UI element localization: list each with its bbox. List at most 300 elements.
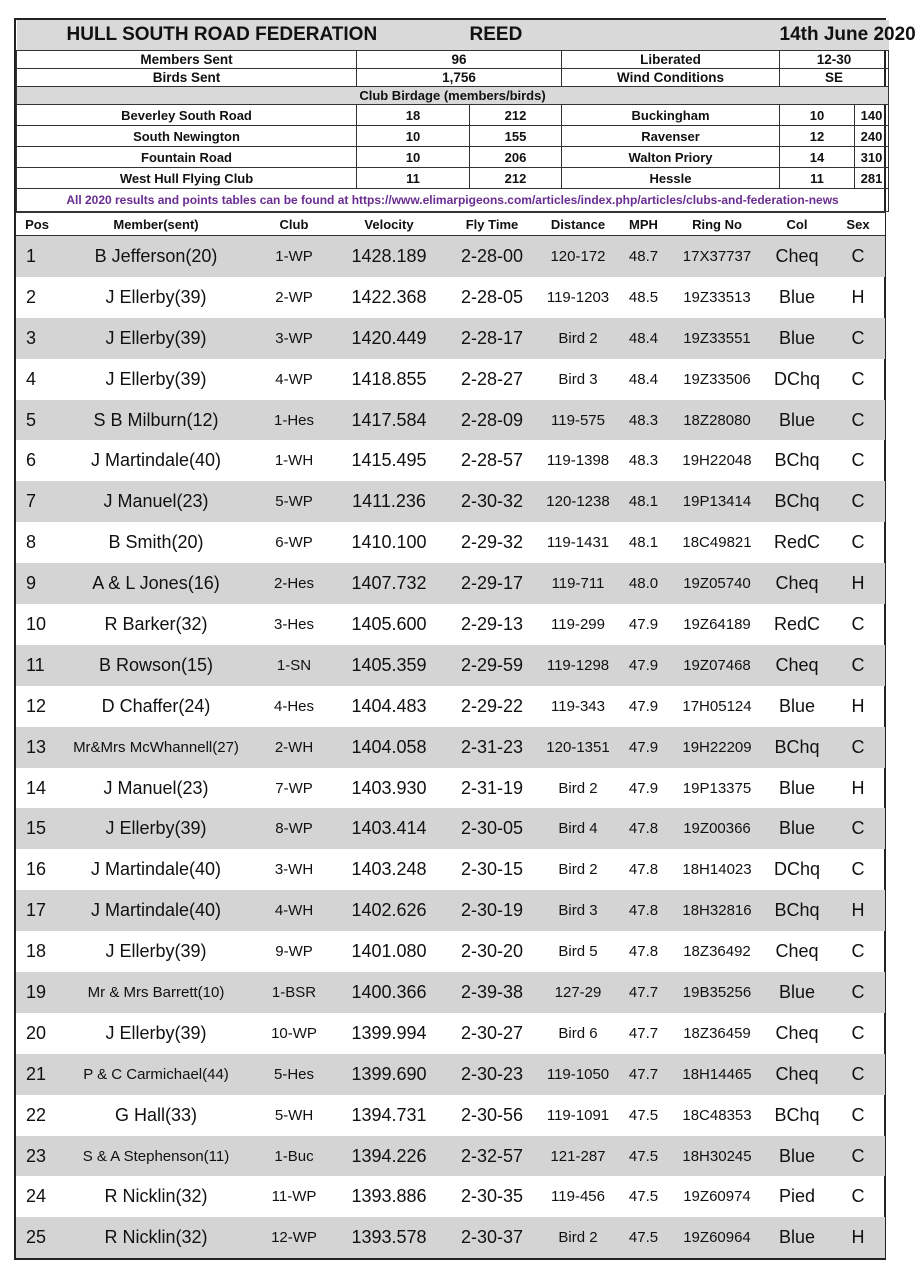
- column-header: MPH: [616, 213, 671, 236]
- pos-cell: 19: [16, 972, 58, 1013]
- colour-cell: Cheq: [775, 1022, 819, 1043]
- sex-cell: C: [851, 613, 865, 634]
- velocity-cell: 1420.449: [334, 318, 444, 359]
- sex-cell: C: [851, 1104, 865, 1125]
- velocity-cell: 1394.731: [351, 1104, 427, 1125]
- sex-cell: C: [851, 859, 865, 880]
- velocity-cell: 1407.732: [334, 563, 444, 604]
- colour-cell: Pied: [778, 1186, 816, 1207]
- mph-cell: 47.9: [616, 727, 671, 768]
- colour-cell: Cheq: [775, 941, 819, 962]
- velocity-cell: 1405.359: [334, 645, 444, 686]
- member-cell: S & A Stephenson(11): [58, 1136, 254, 1177]
- distance-cell: 121-287: [540, 1136, 616, 1177]
- member-cell: A & L Jones(16): [58, 563, 254, 604]
- race-header: [16, 20, 916, 212]
- table-row: [16, 1176, 885, 1217]
- table-row: [16, 1054, 885, 1095]
- club-members: 14: [780, 147, 855, 168]
- table-row: [16, 481, 885, 522]
- member-cell: J Ellerby(39): [58, 318, 254, 359]
- distance-cell: Bird 2: [558, 861, 598, 879]
- mph-cell: 47.7: [628, 1024, 659, 1042]
- colour-cell: Blue: [778, 777, 816, 798]
- ring-cell: 18H14465: [671, 1054, 763, 1095]
- table-row: [16, 727, 885, 768]
- distance-cell: Bird 2: [540, 318, 616, 359]
- table-row: [16, 890, 885, 931]
- sex-cell: C: [831, 645, 885, 686]
- table-row: [16, 1217, 885, 1258]
- club-cell: 10-WP: [271, 1024, 317, 1042]
- club-members: 11: [780, 168, 855, 189]
- members-sent-label: Members Sent: [17, 51, 357, 69]
- flytime-cell: 2-29-13: [460, 613, 524, 634]
- liberated-value: 12-30: [780, 51, 889, 69]
- flytime-cell: 2-30-20: [460, 941, 524, 962]
- colour-cell: DChq: [773, 859, 821, 880]
- velocity-cell: 1404.058: [334, 727, 444, 768]
- ring-cell: 18C49821: [682, 534, 752, 552]
- member-cell: J Manuel(23): [103, 777, 209, 798]
- member-cell: B Jefferson(20): [58, 236, 254, 277]
- column-header: Pos: [16, 213, 58, 236]
- column-header: Member(sent): [58, 213, 254, 236]
- member-cell: D Chaffer(24): [101, 695, 211, 716]
- velocity-cell: 1403.248: [351, 859, 427, 880]
- velocity-cell: 1410.100: [351, 532, 427, 553]
- flytime-cell: 2-30-19: [444, 890, 540, 931]
- flytime-cell: 2-28-57: [460, 450, 524, 471]
- distance-cell: 119-711: [540, 563, 616, 604]
- ring-cell: 19Z33506: [683, 370, 751, 388]
- members-row: [17, 51, 889, 69]
- club-cell: 4-WP: [275, 370, 313, 388]
- liberated-label: Liberated: [562, 51, 780, 69]
- club-cell: 2-Hes: [254, 563, 334, 604]
- ring-cell: 18H30245: [671, 1136, 763, 1177]
- pos-cell: 5: [16, 400, 58, 441]
- mph-cell: 47.5: [628, 1188, 659, 1206]
- member-cell: R Nicklin(32): [104, 1186, 208, 1207]
- club-name: Hessle: [562, 168, 780, 189]
- birds-sent-value: 1,756: [357, 69, 562, 87]
- ring-cell: 18Z36492: [683, 943, 751, 961]
- flytime-cell: 2-30-23: [444, 1054, 540, 1095]
- club-cell: 4-WH: [254, 890, 334, 931]
- colour-cell: Blue: [763, 1217, 831, 1258]
- race-result-sheet: [14, 18, 916, 1260]
- mph-cell: 48.1: [616, 481, 671, 522]
- colour-cell: Blue: [763, 318, 831, 359]
- distance-cell: Bird 3: [540, 890, 616, 931]
- pos-cell: 6: [26, 450, 37, 471]
- ring-cell: 18Z28080: [671, 400, 763, 441]
- flytime-cell: 2-30-15: [460, 859, 524, 880]
- table-row: [16, 318, 885, 359]
- club-cell: 12-WP: [254, 1217, 334, 1258]
- distance-cell: 119-343: [551, 697, 605, 715]
- pos-cell: 13: [16, 727, 58, 768]
- club-name: South Newington: [17, 126, 357, 147]
- distance-cell: 119-1203: [546, 288, 610, 306]
- colour-cell: Blue: [778, 286, 816, 307]
- colour-cell: Blue: [763, 972, 831, 1013]
- club-cell: 4-Hes: [273, 697, 314, 715]
- flytime-cell: 2-30-32: [444, 481, 540, 522]
- club-name: West Hull Flying Club: [17, 168, 357, 189]
- velocity-cell: 1422.368: [351, 286, 427, 307]
- sex-cell: C: [831, 236, 885, 277]
- member-cell: Mr&Mrs McWhannell(27): [58, 727, 254, 768]
- flytime-cell: 2-30-37: [444, 1217, 540, 1258]
- distance-cell: 119-1398: [546, 452, 610, 470]
- ring-cell: 18Z36459: [683, 1024, 751, 1042]
- sex-cell: H: [831, 1217, 885, 1258]
- pos-cell: 10: [26, 613, 47, 634]
- velocity-cell: 1400.366: [334, 972, 444, 1013]
- sex-cell: C: [831, 727, 885, 768]
- club-cell: 1-SN: [254, 645, 334, 686]
- club-members: 10: [357, 147, 470, 168]
- table-row: [16, 1095, 885, 1136]
- club-name: Ravenser: [562, 126, 780, 147]
- member-cell: J Ellerby(39): [105, 941, 207, 962]
- column-header: Velocity: [334, 213, 444, 236]
- club-birds: 310: [855, 147, 889, 168]
- sex-cell: C: [831, 318, 885, 359]
- ring-cell: 19H22209: [671, 727, 763, 768]
- table-row: [16, 972, 885, 1013]
- club-birds: 212: [470, 168, 562, 189]
- colour-cell: RedC: [773, 532, 821, 553]
- pos-cell: 4: [26, 368, 37, 389]
- mph-cell: 47.5: [628, 1106, 659, 1124]
- distance-cell: 120-1351: [540, 727, 616, 768]
- ring-cell: 18H32816: [671, 890, 763, 931]
- colour-cell: RedC: [773, 613, 821, 634]
- sex-cell: C: [851, 1186, 865, 1207]
- colour-cell: Blue: [778, 695, 816, 716]
- table-row: [16, 359, 885, 400]
- flytime-cell: 2-28-09: [444, 400, 540, 441]
- table-row: [16, 849, 885, 890]
- mph-cell: 48.1: [628, 534, 659, 552]
- mph-cell: 47.9: [628, 697, 659, 715]
- wind-value: SE: [780, 69, 889, 87]
- pos-cell: 8: [26, 532, 37, 553]
- mph-cell: 48.4: [616, 318, 671, 359]
- pos-cell: 3: [16, 318, 58, 359]
- pos-cell: 1: [16, 236, 58, 277]
- club-birdage-rows: [17, 105, 889, 189]
- flytime-cell: 2-29-22: [460, 695, 524, 716]
- ring-cell: 19H22048: [682, 452, 752, 470]
- birds-row: [17, 69, 889, 87]
- club-cell: 1-Hes: [254, 400, 334, 441]
- notice-row: [17, 189, 889, 212]
- club-birds: 155: [470, 126, 562, 147]
- pos-cell: 24: [26, 1186, 47, 1207]
- ring-cell: 19Z60964: [671, 1217, 763, 1258]
- distance-cell: Bird 3: [558, 370, 598, 388]
- distance-cell: 119-456: [551, 1188, 605, 1206]
- member-cell: S B Milburn(12): [58, 400, 254, 441]
- club-members: 11: [357, 168, 470, 189]
- mph-cell: 48.5: [628, 288, 659, 306]
- ring-cell: 18H14023: [682, 861, 752, 879]
- flytime-cell: 2-30-56: [460, 1104, 524, 1125]
- colour-cell: Blue: [763, 808, 831, 849]
- club-cell: 2-WH: [254, 727, 334, 768]
- club-cell: 3-WH: [274, 861, 314, 879]
- member-cell: J Ellerby(39): [105, 368, 207, 389]
- velocity-cell: 1428.189: [334, 236, 444, 277]
- velocity-cell: 1393.886: [351, 1186, 427, 1207]
- distance-cell: Bird 2: [540, 1217, 616, 1258]
- sex-cell: H: [851, 286, 865, 307]
- sex-cell: C: [851, 1022, 865, 1043]
- velocity-cell: 1402.626: [334, 890, 444, 931]
- results-link-notice[interactable]: All 2020 results and points tables can be found at https://www.elimarpigeons.com/articles/index.php/articles/clubs-and-federation-news: [17, 189, 889, 212]
- club-cell: 1-Buc: [254, 1136, 334, 1177]
- flytime-cell: 2-28-00: [444, 236, 540, 277]
- table-row: [16, 645, 885, 686]
- table-row: [16, 236, 885, 277]
- distance-cell: 119-1050: [540, 1054, 616, 1095]
- mph-cell: 47.8: [628, 943, 659, 961]
- ring-cell: 19Z64189: [683, 615, 751, 633]
- ring-cell: 18C48353: [682, 1106, 752, 1124]
- pos-cell: 21: [16, 1054, 58, 1095]
- velocity-cell: 1401.080: [351, 941, 427, 962]
- member-cell: R Nicklin(32): [58, 1217, 254, 1258]
- colour-cell: Cheq: [763, 645, 831, 686]
- mph-cell: 47.9: [616, 645, 671, 686]
- flytime-cell: 2-29-17: [444, 563, 540, 604]
- pos-cell: 23: [16, 1136, 58, 1177]
- member-cell: G Hall(33): [114, 1104, 198, 1125]
- flytime-cell: 2-29-59: [444, 645, 540, 686]
- club-cell: 7-WP: [275, 779, 313, 797]
- velocity-cell: 1403.414: [334, 808, 444, 849]
- distance-cell: Bird 6: [558, 1024, 598, 1042]
- distance-cell: 120-172: [540, 236, 616, 277]
- member-cell: P & C Carmichael(44): [58, 1054, 254, 1095]
- club-birdage-row: [17, 126, 889, 147]
- velocity-cell: 1415.495: [351, 450, 427, 471]
- column-header: Fly Time: [444, 213, 540, 236]
- member-cell: J Ellerby(39): [105, 286, 207, 307]
- velocity-cell: 1417.584: [334, 400, 444, 441]
- sex-cell: H: [851, 695, 865, 716]
- flytime-cell: 2-39-38: [444, 972, 540, 1013]
- column-header: Distance: [540, 213, 616, 236]
- ring-cell: 19P13375: [682, 779, 752, 797]
- sex-cell: C: [831, 1136, 885, 1177]
- flytime-cell: 2-30-05: [444, 808, 540, 849]
- distance-cell: 119-1298: [540, 645, 616, 686]
- colour-cell: BChq: [774, 1104, 820, 1125]
- sex-cell: C: [851, 941, 865, 962]
- sex-cell: H: [851, 777, 865, 798]
- distance-cell: 119-1431: [546, 534, 610, 552]
- velocity-cell: 1405.600: [351, 613, 427, 634]
- table-row: [16, 1013, 885, 1054]
- pos-cell: 11: [16, 645, 58, 686]
- distance-cell: 119-299: [551, 615, 605, 633]
- table-row: [16, 440, 885, 481]
- ring-cell: 19B35256: [671, 972, 763, 1013]
- flytime-cell: 2-30-35: [460, 1186, 524, 1207]
- velocity-cell: 1418.855: [351, 368, 427, 389]
- flytime-cell: 2-29-32: [460, 532, 524, 553]
- mph-cell: 47.5: [616, 1136, 671, 1177]
- distance-cell: Bird 4: [540, 808, 616, 849]
- club-cell: 1-BSR: [254, 972, 334, 1013]
- sex-cell: C: [831, 1054, 885, 1095]
- table-row: [16, 400, 885, 441]
- table-row: [16, 604, 885, 645]
- mph-cell: 47.7: [616, 972, 671, 1013]
- club-name: Buckingham: [562, 105, 780, 126]
- table-row: [16, 277, 885, 318]
- member-cell: J Martindale(40): [90, 859, 222, 880]
- sex-cell: C: [831, 808, 885, 849]
- club-cell: 1-WH: [274, 452, 314, 470]
- club-birds: 281: [855, 168, 889, 189]
- velocity-cell: 1399.690: [334, 1054, 444, 1095]
- colour-cell: Blue: [763, 400, 831, 441]
- pos-cell: 25: [16, 1217, 58, 1258]
- velocity-cell: 1411.236: [334, 481, 444, 522]
- club-cell: 5-WH: [274, 1106, 314, 1124]
- ring-cell: 19Z33551: [671, 318, 763, 359]
- pos-cell: 14: [26, 777, 47, 798]
- club-cell: 1-WP: [254, 236, 334, 277]
- flytime-cell: 2-28-27: [460, 368, 524, 389]
- velocity-cell: 1393.578: [334, 1217, 444, 1258]
- club-birds: 212: [470, 105, 562, 126]
- pos-cell: 12: [26, 695, 47, 716]
- table-row: [16, 808, 885, 849]
- ring-cell: 19Z05740: [671, 563, 763, 604]
- velocity-cell: 1404.483: [351, 695, 427, 716]
- member-cell: Mr & Mrs Barrett(10): [58, 972, 254, 1013]
- mph-cell: 48.3: [616, 400, 671, 441]
- column-header: Club: [254, 213, 334, 236]
- velocity-cell: 1399.994: [351, 1022, 427, 1043]
- club-cell: 6-WP: [275, 534, 313, 552]
- club-members: 18: [357, 105, 470, 126]
- mph-cell: 47.8: [616, 808, 671, 849]
- results-table: [16, 212, 885, 1258]
- ring-cell: 19P13414: [671, 481, 763, 522]
- ring-cell: 17X37737: [671, 236, 763, 277]
- distance-cell: Bird 5: [558, 943, 598, 961]
- mph-cell: 47.5: [616, 1217, 671, 1258]
- table-row: [16, 1136, 885, 1177]
- wind-label: Wind Conditions: [562, 69, 780, 87]
- pos-cell: 22: [26, 1104, 47, 1125]
- ring-cell: 19Z07468: [671, 645, 763, 686]
- pos-cell: 9: [16, 563, 58, 604]
- pos-cell: 16: [26, 859, 47, 880]
- sex-cell: H: [831, 890, 885, 931]
- member-cell: B Smith(20): [108, 532, 204, 553]
- mph-cell: 48.4: [628, 370, 659, 388]
- ring-cell: 19Z33513: [683, 288, 751, 306]
- colour-cell: BChq: [763, 890, 831, 931]
- column-header: Sex: [831, 213, 885, 236]
- club-cell: 5-WP: [254, 481, 334, 522]
- club-cell: 11-WP: [271, 1188, 317, 1206]
- flytime-cell: 2-31-23: [444, 727, 540, 768]
- title-row: [17, 20, 889, 51]
- mph-cell: 47.8: [628, 861, 659, 879]
- flytime-cell: 2-32-57: [444, 1136, 540, 1177]
- mph-cell: 47.9: [628, 779, 659, 797]
- pos-cell: 20: [26, 1022, 47, 1043]
- column-header: Ring No: [671, 213, 763, 236]
- flytime-cell: 2-28-05: [460, 286, 524, 307]
- club-cell: 3-Hes: [273, 615, 314, 633]
- table-row: [16, 768, 885, 809]
- members-sent-value: 96: [357, 51, 562, 69]
- birdage-caption: Club Birdage (members/birds): [17, 87, 889, 105]
- distance-cell: 119-1091: [546, 1106, 610, 1124]
- colour-cell: Cheq: [763, 1054, 831, 1095]
- mph-cell: 48.3: [628, 452, 659, 470]
- sex-cell: C: [831, 481, 885, 522]
- club-name: Walton Priory: [562, 147, 780, 168]
- table-row: [16, 563, 885, 604]
- distance-cell: 120-1238: [540, 481, 616, 522]
- flytime-cell: 2-30-27: [460, 1022, 524, 1043]
- race-date: 14th June 2020: [780, 20, 889, 51]
- distance-cell: 119-575: [540, 400, 616, 441]
- club-cell: 3-WP: [254, 318, 334, 359]
- member-cell: J Martindale(40): [58, 890, 254, 931]
- club-birdage-row: [17, 168, 889, 189]
- distance-cell: Bird 2: [558, 779, 598, 797]
- club-birds: 140: [855, 105, 889, 126]
- club-name: Fountain Road: [17, 147, 357, 168]
- colour-cell: Cheq: [763, 236, 831, 277]
- pos-cell: 7: [16, 481, 58, 522]
- club-birdage-row: [17, 147, 889, 168]
- colour-cell: BChq: [763, 727, 831, 768]
- pos-cell: 18: [26, 941, 47, 962]
- birds-sent-label: Birds Sent: [17, 69, 357, 87]
- club-birds: 240: [855, 126, 889, 147]
- results-body: [16, 236, 885, 1259]
- sex-cell: C: [831, 400, 885, 441]
- results-header-row: [16, 213, 885, 236]
- race-point: REED: [470, 20, 780, 51]
- mph-cell: 47.9: [628, 615, 659, 633]
- member-cell: R Barker(32): [104, 613, 208, 634]
- club-birdage-row: [17, 105, 889, 126]
- column-header: Col: [763, 213, 831, 236]
- ring-cell: 19Z00366: [671, 808, 763, 849]
- sex-cell: C: [851, 532, 865, 553]
- flytime-cell: 2-28-17: [444, 318, 540, 359]
- federation-title: HULL SOUTH ROAD FEDERATION: [17, 20, 470, 51]
- distance-cell: 127-29: [540, 972, 616, 1013]
- sex-cell: H: [831, 563, 885, 604]
- mph-cell: 47.7: [616, 1054, 671, 1095]
